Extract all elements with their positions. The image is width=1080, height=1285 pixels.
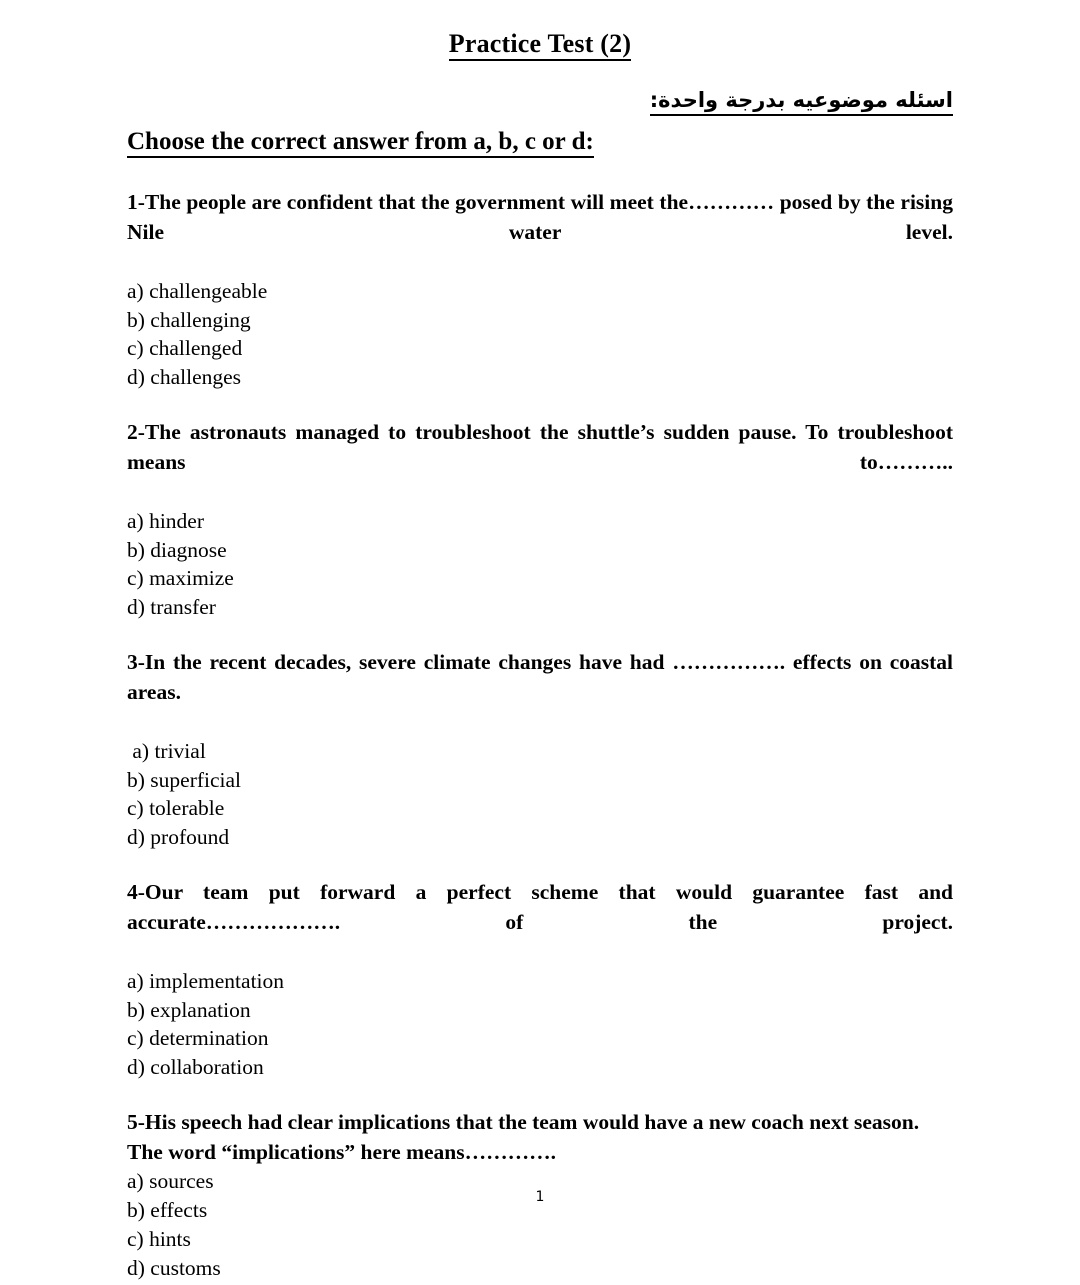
arabic-subtitle-text: اسئله موضوعيه بدرجة واحدة: xyxy=(650,88,953,116)
option-a[interactable]: a) trivial xyxy=(127,738,206,763)
option-c[interactable]: c) hints xyxy=(127,1226,191,1251)
question-item xyxy=(127,188,953,392)
option-d[interactable]: d) profound xyxy=(127,825,230,850)
option-b[interactable]: b) superficial xyxy=(127,767,242,792)
option-c[interactable]: c) maximize xyxy=(127,566,234,591)
option-a[interactable]: a) hinder xyxy=(127,508,205,533)
question-stem: 5-His speech had clear implications that the team would have a new coach next season. The word “implications” here means…………. xyxy=(127,1110,920,1164)
instruction-text: Choose the correct answer from a, b, c or d: xyxy=(127,128,594,158)
question-stem: 4-Our team put forward a perfect scheme that would guarantee fast and accurate………………. of the project. xyxy=(127,880,953,934)
option-d[interactable]: d) challenges xyxy=(127,365,242,390)
page-title xyxy=(127,0,953,61)
page-title-text: Practice Test (2) xyxy=(449,29,631,61)
option-d[interactable]: d) customs xyxy=(127,1255,221,1280)
question-item xyxy=(127,648,953,852)
option-b[interactable]: b) diagnose xyxy=(127,537,227,562)
option-list xyxy=(127,277,953,393)
option-d[interactable]: d) transfer xyxy=(127,595,216,620)
option-a[interactable]: a) sources xyxy=(127,1169,214,1194)
option-d[interactable]: d) collaboration xyxy=(127,1055,264,1080)
question-stem: 3-In the recent decades, severe climate changes have had ……………. effects on coastal areas. xyxy=(127,650,953,704)
option-c[interactable]: c) challenged xyxy=(127,336,243,361)
document-content xyxy=(127,0,953,1283)
option-list xyxy=(127,1167,953,1283)
option-b[interactable]: b) effects xyxy=(127,1198,208,1223)
option-b[interactable]: b) challenging xyxy=(127,307,251,332)
option-a[interactable]: a) implementation xyxy=(127,968,285,993)
arabic-subtitle xyxy=(127,61,953,114)
page-number: 1 xyxy=(535,1189,545,1205)
question-item xyxy=(127,878,953,1082)
option-b[interactable]: b) explanation xyxy=(127,997,251,1022)
option-a[interactable]: a) challengeable xyxy=(127,278,268,303)
option-list xyxy=(127,737,953,853)
questions-list xyxy=(127,158,953,1282)
option-list xyxy=(127,967,953,1083)
option-list xyxy=(127,507,953,623)
question-item xyxy=(127,418,953,622)
instruction-heading xyxy=(127,114,953,159)
option-c[interactable]: c) determination xyxy=(127,1026,269,1051)
question-stem: 1-The people are confident that the government will meet the………… posed by the rising Nile water level. xyxy=(127,190,953,244)
option-c[interactable]: c) tolerable xyxy=(127,796,225,821)
question-stem: 2-The astronauts managed to troubleshoot the shuttle’s sudden pause. To troubleshoot means to……….. xyxy=(127,420,953,474)
